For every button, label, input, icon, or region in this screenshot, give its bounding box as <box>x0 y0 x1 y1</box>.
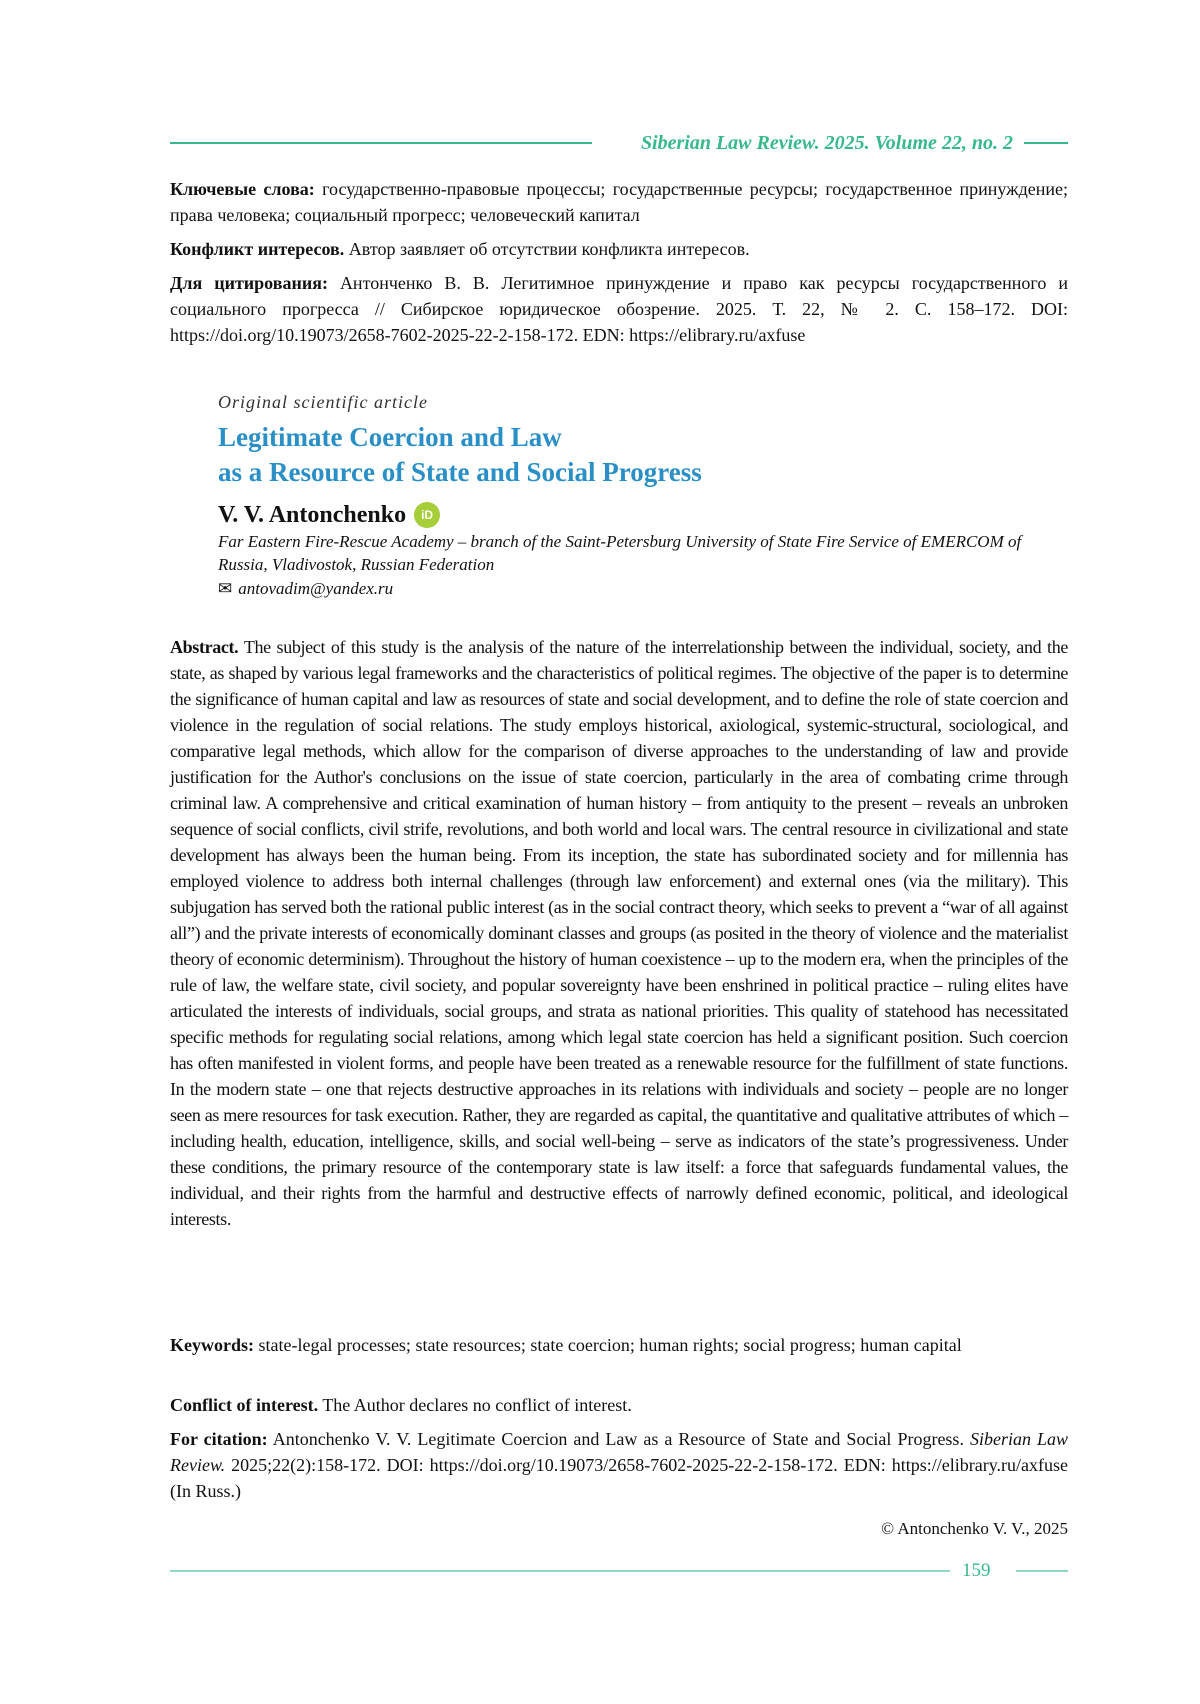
ru-citation-text: Антонченко В. В. Легитимное принуждение и право как ресурсы государственного и социального прогресса // Сибирское юридическое обозрение. 2025. Т. 22, № 2. С. 158–172. DOI: https://doi.org/10.19073/2658-7602-2025-22-2-158-172. EDN: https://elibrary.ru/axfuse <box>170 273 1068 345</box>
en-keywords-label: Keywords: <box>170 1335 254 1355</box>
abstract <box>170 634 1068 1232</box>
article-type: Original scientific article <box>218 392 428 412</box>
en-keywords-text: state-legal processes; state resources; state coercion; human rights; social progress; human capital <box>254 1335 962 1355</box>
en-citation-label: For citation: <box>170 1429 268 1449</box>
ru-conflict-text: Автор заявляет об отсутствии конфликта интересов. <box>344 239 750 259</box>
en-citation-text-2: 2025;22(2):158-172. DOI: https://doi.org/10.19073/2658-7602-2025-22-2-158-172. EDN: https://elibrary.ru/axfuse (In Russ.) <box>170 1455 1068 1501</box>
ru-keywords-text: государственно-правовые процессы; государственные ресурсы; государственное принуждение; права человека; социальный прогресс; человеческий капитал <box>170 179 1069 225</box>
abstract-text: The subject of this study is the analysis of the nature of the interrelationship between the individual, society, and the state, as shaped by various legal frameworks and the characteristics of political regimes. The objective of the paper is to determine the significance of human capital and law as resources of state and social development, and to define the role of state coercion and violence in the regulation of social relations. The study employs historical, axiological, systemic-structural, sociological, and comparative legal methods, which allow for the comparison of diverse approaches to the understanding of law and provide justification for the Author's conclusions on the issue of state coercion, particularly in the area of combating crime through criminal law. A comprehensive and critical examination of human history – from antiquity to the present – reveals an unbroken sequence of social conflicts, civil strife, revolutions, and both world and local wars. The central resource in civilizational and state development has always been the human being. From its inception, the state has subordinated society and for millennia has employed violence to address both internal challenges (through law enforcement) and external ones (via the military). This subjugation has served both the rational public interest (as in the social contract theory, which seeks to prevent a “war of all against all”) and the private interests of economically dominant classes and groups (as posited in the theory of violence and the materialist theory of economic determinism). Throughout the history of human coexistence – up to the modern era, when the principles of the rule of law, the welfare state, civil society, and popular sovereignty have been enshrined in political practice – ruling elites have articulated the interests of individuals, social groups, and strata as national priorities. This quality of statehood has necessitated specific methods for regulating social relations, among which legal state coercion has held a significant position. Such coercion has often manifested in violent forms, and people have been treated as a renewable resource for the fulfillment of state functions. In the modern state – one that rejects destructive approaches in its relations with individuals and society – people are no longer seen as mere resources for task execution. Rather, they are regarded as capital, the quantitative and qualitative attributes of which – including health, education, intelligence, skills, and social well-being – serve as indicators of the state’s progressiveness. Under these conditions, the primary resource of the contemporary state is law itself: a force that safeguards fundamental values, the individual, and their rights from the harmful and destructive effects of narrowly defined economic, political, and ideological interests. <box>170 637 1068 1229</box>
journal-running-title: Siberian Law Review. 2025. Volume 22, no. 2 <box>640 132 1013 154</box>
author-name: V. V. Antonchenko <box>218 502 407 528</box>
running-header <box>170 128 1068 158</box>
header-rule-right <box>1024 142 1068 144</box>
article-title <box>218 420 1018 490</box>
en-citation-text-1: Antonchenko V. V. Legitimate Coercion and Law as a Resource of State and Social Progress. <box>267 1429 970 1449</box>
en-citation <box>170 1426 1068 1504</box>
envelope-icon: ✉ <box>218 579 233 598</box>
header-rule-left <box>170 142 592 144</box>
ru-citation <box>170 270 1068 348</box>
copyright: © Antonchenko V. V., 2025 <box>881 1519 1068 1538</box>
abstract-label: Abstract. <box>170 637 239 657</box>
ru-keywords-label: Ключевые слова: <box>170 179 315 199</box>
page-footer <box>170 1556 1068 1586</box>
en-conflict <box>170 1392 1068 1418</box>
ru-conflict-label: Конфликт интересов. <box>170 239 345 259</box>
author-email[interactable]: antovadim@yandex.ru <box>238 579 394 598</box>
en-conflict-label: Conflict of interest. <box>170 1395 319 1415</box>
page-number: 159 <box>962 1560 991 1581</box>
author-row <box>218 500 440 530</box>
ru-conflict <box>170 236 1068 262</box>
article-title-line-2: as a Resource of State and Social Progress <box>218 457 702 487</box>
article-title-line-1: Legitimate Coercion and Law <box>218 422 562 452</box>
author-email-row <box>218 577 393 600</box>
en-citation-journal: Siberian Law Review. <box>170 1429 1068 1475</box>
en-keywords <box>170 1332 1068 1358</box>
ru-keywords <box>170 176 1068 228</box>
author-affiliation: Far Eastern Fire-Rescue Academy – branch of the Saint-Petersburg University of State Fire Service of EMERCOM of Russia, Vladivostok, Russian Federation <box>218 532 1022 574</box>
footer-rule-left <box>170 1570 950 1572</box>
footer-rule-right <box>1016 1570 1068 1572</box>
en-conflict-text: The Author declares no conflict of interest. <box>318 1395 632 1415</box>
ru-citation-label: Для цитирования: <box>170 273 328 293</box>
orcid-icon[interactable]: iD <box>414 502 440 528</box>
